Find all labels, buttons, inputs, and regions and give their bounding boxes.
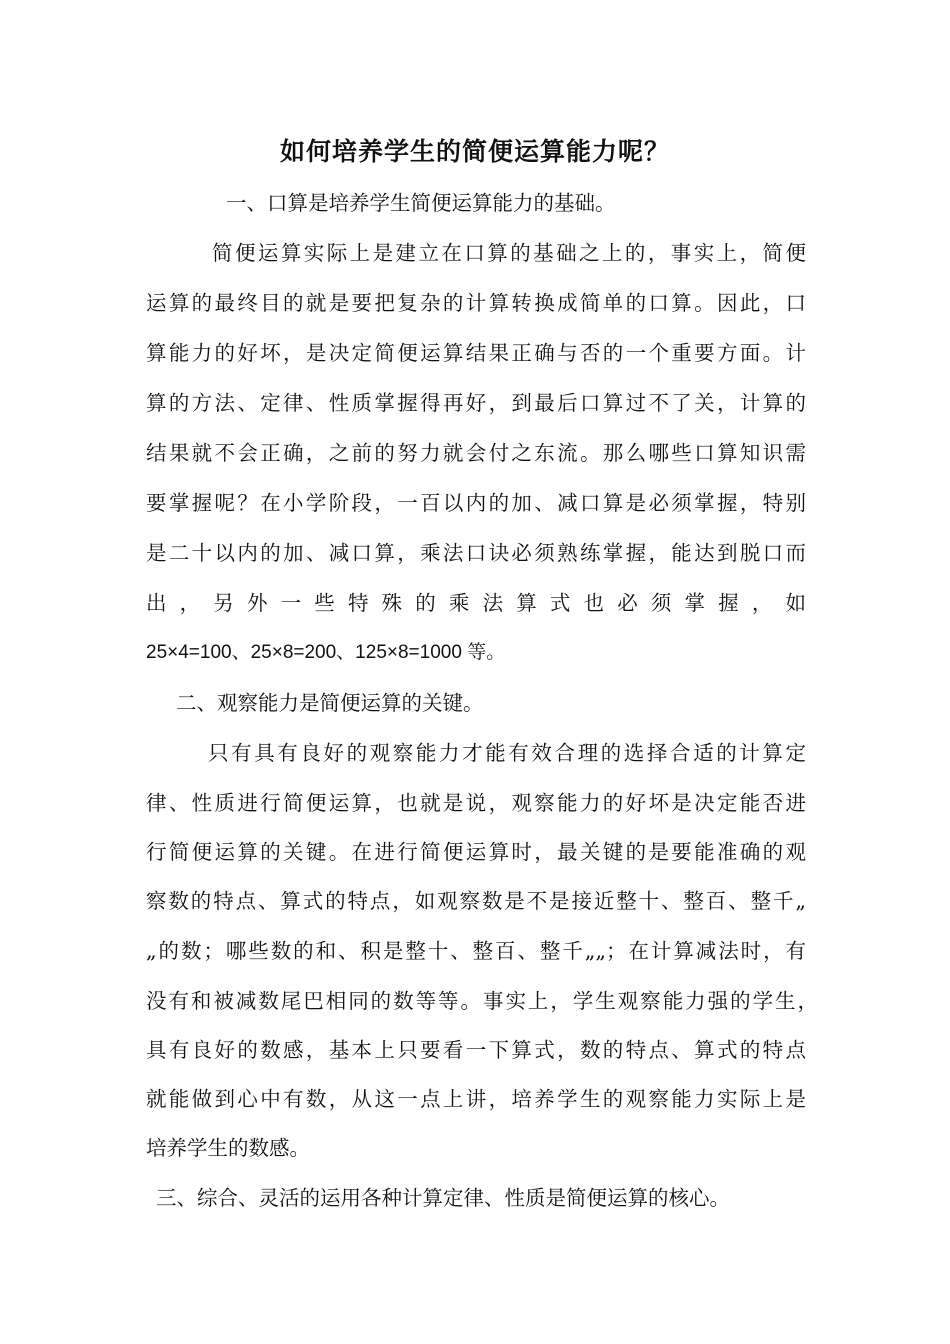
section-heading-1: 一、口算是培养学生简便运算能力的基础。 (226, 191, 616, 215)
paragraph-line: 律、性质进行简便运算，也就是说，观察能力的好坏是决定能否进 (146, 791, 806, 815)
paragraph-line: 结果就不会正确，之前的努力就会付之东流。那么哪些口算知识需 (146, 441, 806, 465)
paragraph-line: 具有良好的数感，基本上只要看一下算式，数的特点、算式的特点 (146, 1038, 806, 1062)
paragraph-line: „的数；哪些数的和、积是整十、整百、整千„„；在计算减法时，有 (146, 939, 806, 963)
paragraph-line: 运算的最终目的就是要把复杂的计算转换成简单的口算。因此，口 (146, 291, 806, 315)
paragraph-line: 要掌握呢？在小学阶段，一百以内的加、减口算是必须掌握，特别 (146, 491, 806, 515)
paragraph-line: 是二十以内的加、减口算，乘法口诀必须熟练掌握，能达到脱口而 (146, 541, 806, 565)
paragraph-line: 简便运算实际上是建立在口算的基础之上的，事实上，简便 (212, 241, 806, 265)
paragraph-line: 就能做到心中有数，从这一点上讲，培养学生的观察能力实际上是 (146, 1087, 806, 1111)
paragraph-line: 行简便运算的关键。在进行简便运算时，最关键的是要能准确的观 (146, 840, 806, 864)
document-title: 如何培养学生的简便运算能力呢？ (279, 137, 670, 166)
paragraph-line-formula: 25×4=100、25×8=200、125×8=1000 等。 (146, 642, 506, 663)
paragraph-line: 察数的特点、算式的特点，如观察数是不是接近整十、整百、整千„ (146, 889, 806, 913)
paragraph-line: 只有具有良好的观察能力才能有效合理的选择合适的计算定 (208, 741, 806, 765)
paragraph-line: 没有和被减数尾巴相同的数等等。事实上，学生观察能力强的学生， (146, 989, 818, 1013)
paragraph-line: 出，另外一些特殊的乘法算式也必须掌握，如 (146, 591, 806, 615)
section-heading-2: 二、观察能力是简便运算的关键。 (176, 691, 484, 715)
paragraph-line: 培养学生的数感。 (146, 1136, 310, 1160)
paragraph-line: 算的方法、定律、性质掌握得再好，到最后口算过不了关，计算的 (146, 391, 806, 415)
section-heading-3: 三、综合、灵活的运用各种计算定律、性质是简便运算的核心。 (156, 1186, 730, 1210)
paragraph-line: 算能力的好坏，是决定简便运算结果正确与否的一个重要方面。计 (146, 341, 806, 365)
